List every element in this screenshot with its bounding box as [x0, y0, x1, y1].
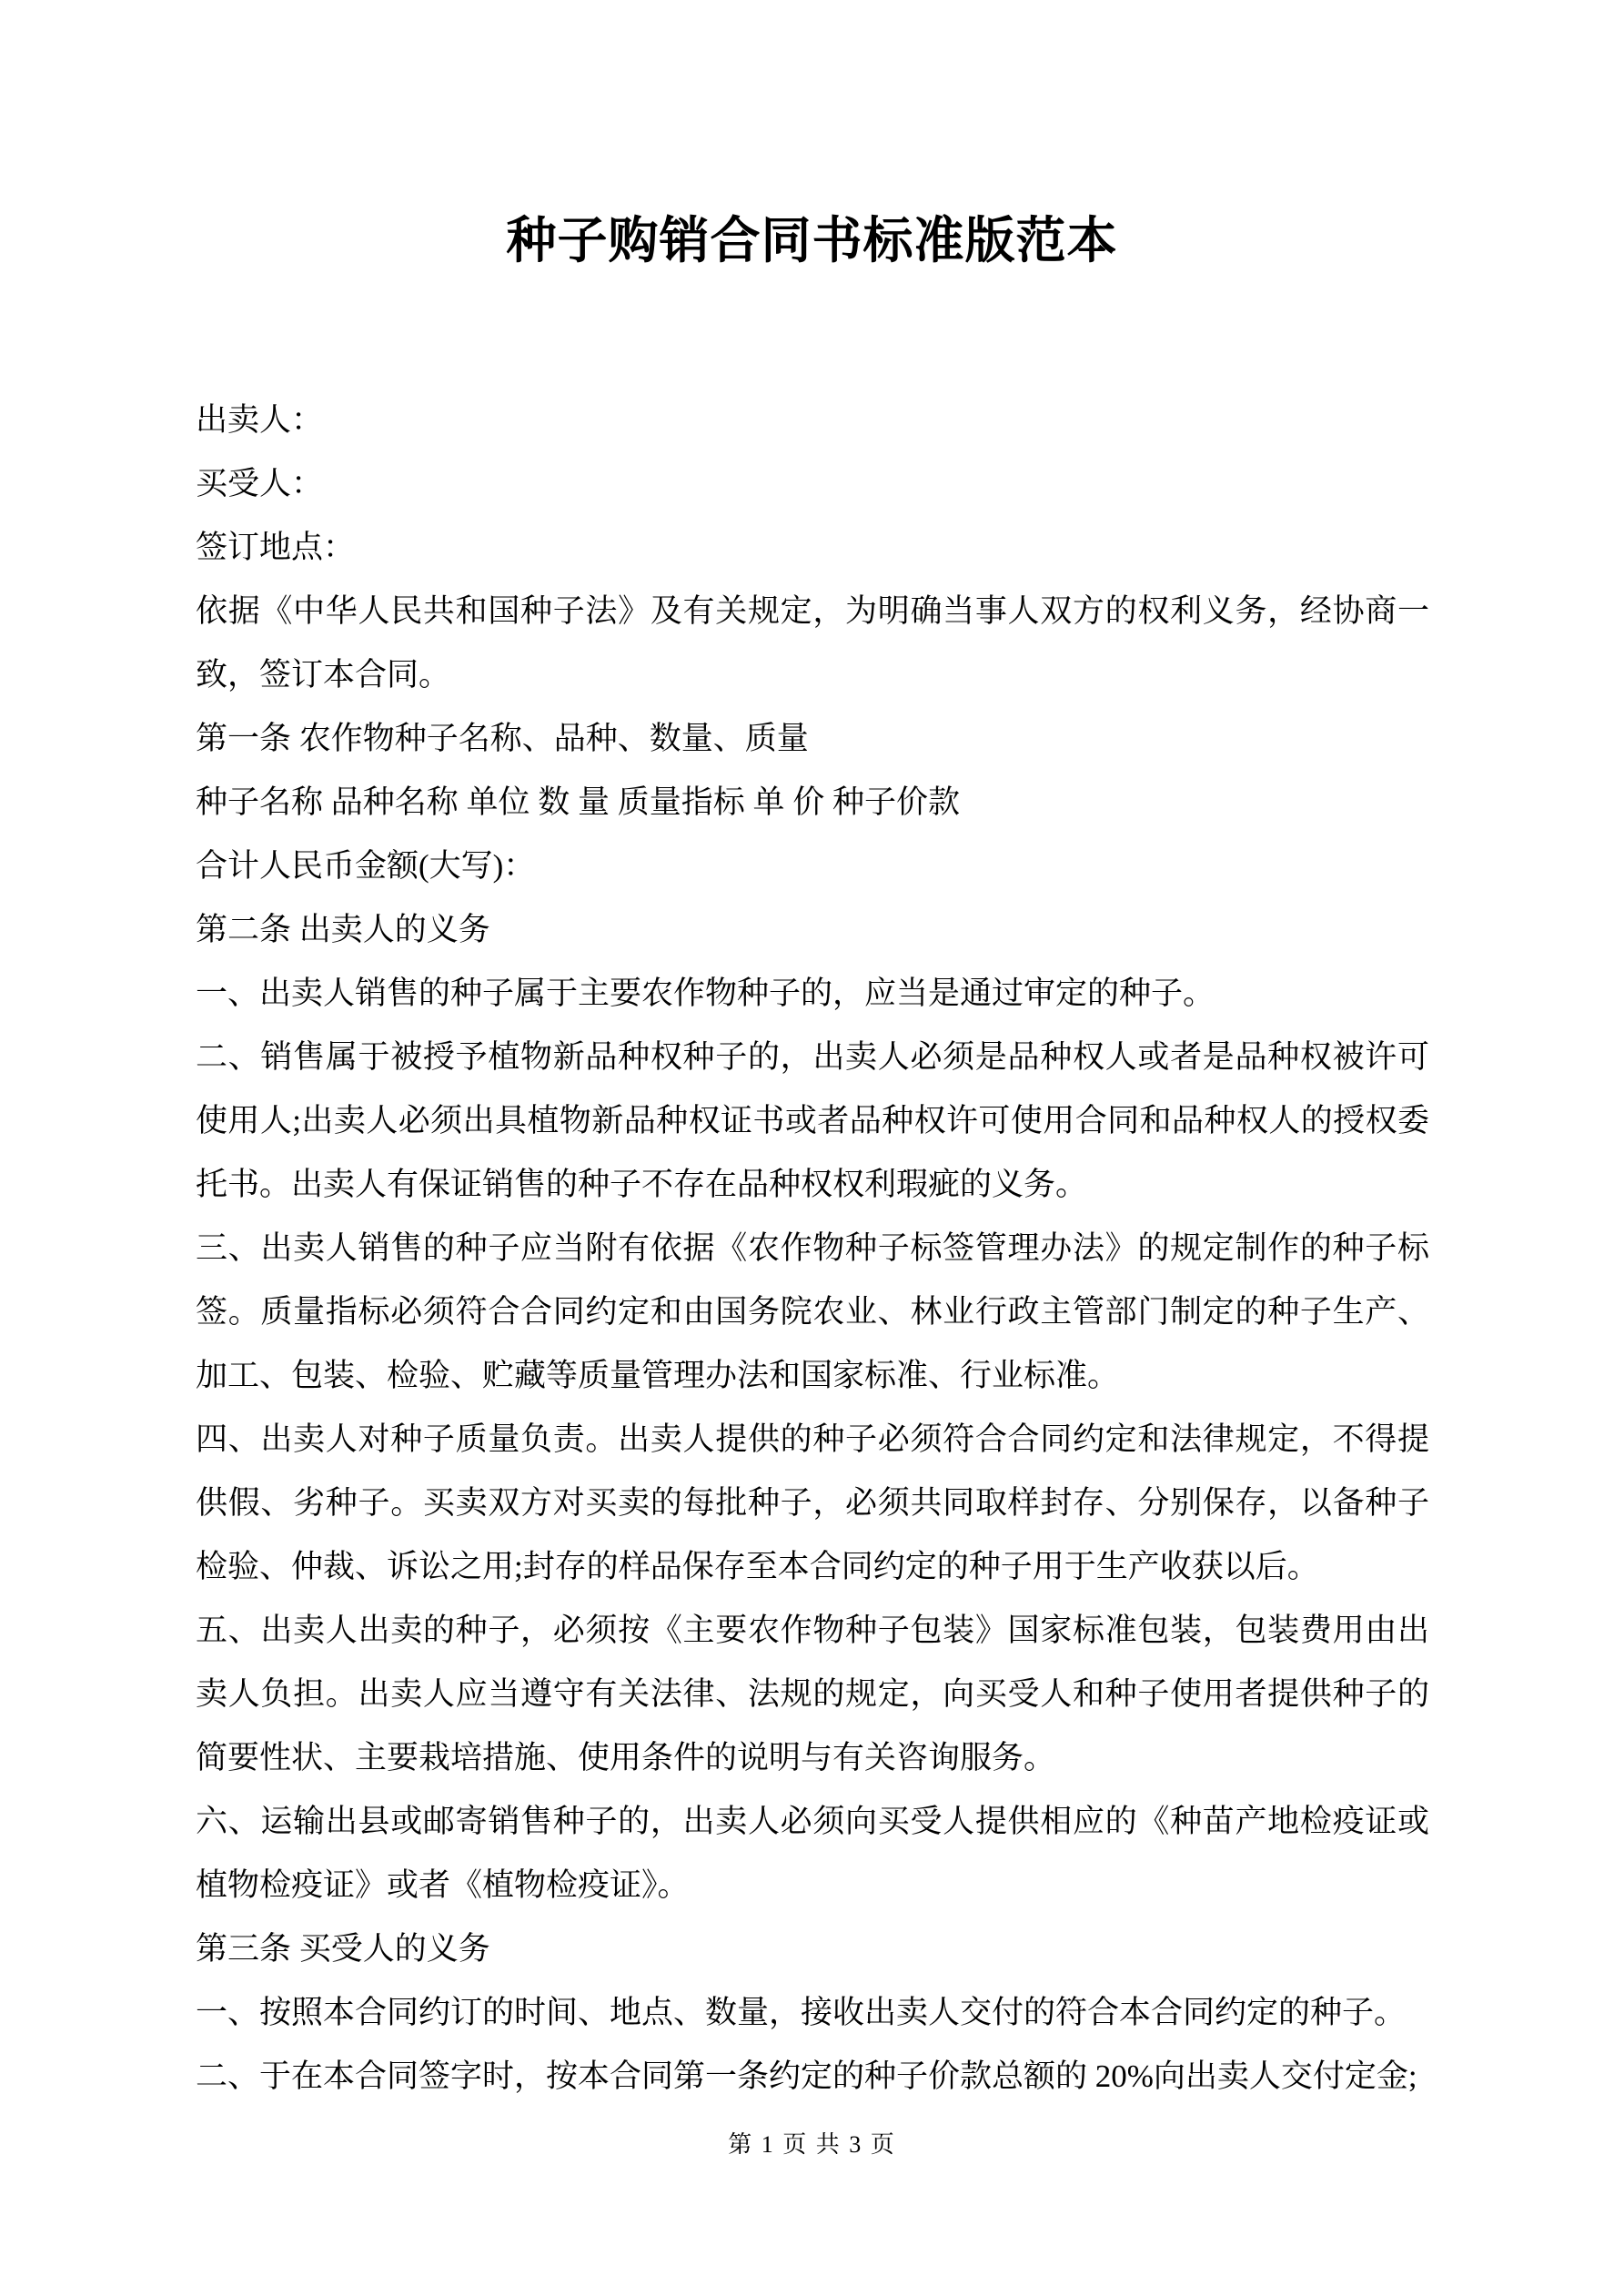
- article-2-item-2: 二、销售属于被授予植物新品种权种子的，出卖人必须是品种权人或者是品种权被许可使用人;出卖人必须出具植物新品种权证书或者品种权许可使用合同和品种权人的授权委托书。出卖人有保证销售的种子不存在品种权权利瑕疵的义务。: [196, 1039, 1429, 1202]
- seller-label-line: 出卖人：: [196, 402, 324, 438]
- article-2-item-3: 三、出卖人销售的种子应当附有依据《农作物种子标签管理办法》的规定制作的种子标签。质量指标必须符合合同约定和由国务院农业、林业行政主管部门制定的种子生产、加工、包装、检验、贮藏等质量管理办法和国家标准、行业标准。: [196, 1230, 1429, 1393]
- article-3-heading: 第三条 买受人的义务: [196, 1931, 490, 1967]
- preamble-paragraph: 依据《中华人民共和国种子法》及有关规定，为明确当事人双方的权利义务，经协商一致，签订本合同。: [196, 593, 1429, 693]
- document-title: 种子购销合同书标准版范本: [506, 213, 1118, 268]
- buyer-label-line: 买受人：: [196, 466, 324, 501]
- article-2-heading: 第二条 出卖人的义务: [196, 912, 490, 947]
- signing-place-line: 签订地点：: [196, 530, 356, 565]
- page-number-footer: 第 1 页 共 3 页: [728, 2131, 896, 2158]
- article-2-item-1: 一、出卖人销售的种子属于主要农作物种子的，应当是通过审定的种子。: [196, 976, 1215, 1011]
- article-3-item-2: 二、于在本合同签字时，按本合同第一条约定的种子价款总额的 20%向出卖人交付定金;: [196, 2058, 1417, 2094]
- total-amount-line: 合计人民币金额(大写)：: [196, 848, 536, 884]
- article-3-item-1: 一、按照本合同约订的时间、地点、数量，接收出卖人交付的符合本合同约定的种子。: [196, 1995, 1407, 2030]
- article-1-heading: 第一条 农作物种子名称、品种、数量、质量: [196, 721, 809, 756]
- article-2-item-4: 四、出卖人对种子质量负责。出卖人提供的种子必须符合合同约定和法律规定，不得提供假、劣种子。买卖双方对买卖的每批种子，必须共同取样封存、分别保存，以备种子检验、仲裁、诉讼之用;封存的样品保存至本合同约定的种子用于生产收获以后。: [196, 1421, 1429, 1584]
- document-body: [196, 389, 1429, 2109]
- seed-table-header-line: 种子名称 品种名称 单位 数 量 质量指标 单 价 种子价款: [196, 784, 961, 820]
- article-2-item-6: 六、运输出县或邮寄销售种子的，出卖人必须向买受人提供相应的《种苗产地检疫证或植物检疫证》或者《植物检疫证》。: [196, 1804, 1429, 1903]
- article-2-item-5: 五、出卖人出卖的种子，必须按《主要农作物种子包装》国家标准包装，包装费用由出卖人负担。出卖人应当遵守有关法律、法规的规定，向买受人和种子使用者提供种子的简要性状、主要栽培措施、使用条件的说明与有关咨询服务。: [196, 1613, 1429, 1775]
